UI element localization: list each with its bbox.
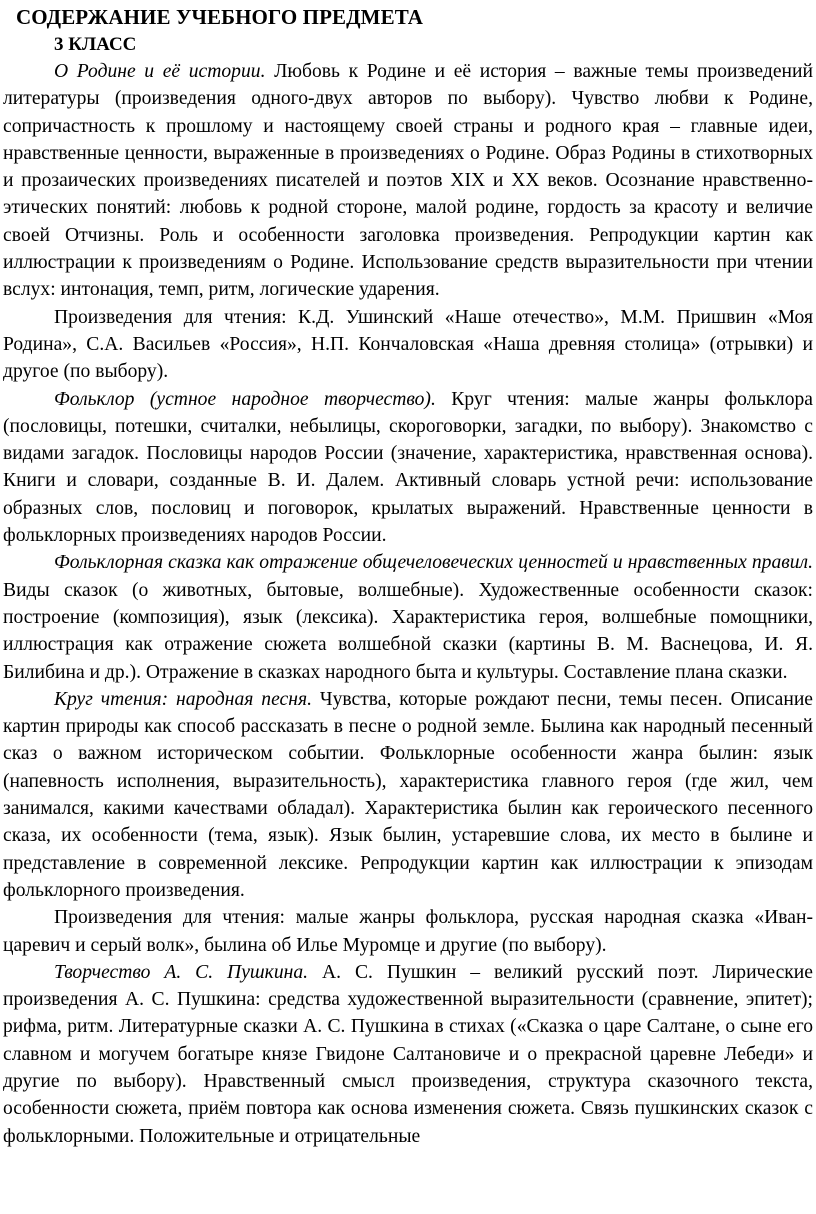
paragraph-lead: О Родине и её истории.	[54, 61, 266, 82]
paragraph-text: Произведения для чтения: К.Д. Ушинский «Наше отечество», М.М. Пришвин «Моя Родина», С.А. Васильев «Россия», Н.П. Кончаловская «Наша древняя столица» (отрывки) и другое (по выбору).	[3, 306, 813, 383]
paragraph-lead: Круг чтения: народная песня.	[54, 688, 312, 710]
paragraph-text: Произведения для чтения: малые жанры фольклора, русская народная сказка «Иван-царевич и серый волк», былина об Илье Муромце и другие (по выбору).	[3, 907, 813, 956]
paragraph-text: Круг чтения: малые жанры фольклора (пословицы, потешки, считалки, небылицы, скороговорки, загадки, по выбору). Знакомство с видами загадок. Пословицы народов России (значение, характеристика, нравственная основа). Книги и словари, созданные В. И. Далем. Активный словарь устной речи: использование образных слов, пословиц и поговорок, крылатых выражений. Нравственные ценности в фольклорных произведениях народов России.	[3, 388, 813, 547]
paragraph-folk-tale	[3, 549, 813, 685]
paragraph-homeland	[3, 58, 813, 304]
document-page	[3, 4, 813, 1150]
paragraph-folk-song	[3, 686, 813, 904]
paragraph-homeland-readings	[3, 304, 813, 386]
paragraph-text: Любовь к Родине и её история – важные темы произведений литературы (произведения одного-двух авторов по выбору). Чувство любви к Родине, сопричастность к прошлому и настоящему своей страны и родного края – главные идеи, нравственные ценности, выраженные в произведениях о Родине. Образ Родины в стихотворных и прозаических произведениях писателей и поэтов XIX и XX веков. Осознание нравственно-этических понятий: любовь к родной стороне, малой родине, гордость за красоту и величие своей Отчизны. Роль и особенности заголовка произведения. Репродукции картин как иллюстрации к произведениям о Родине. Использование средств выразительности при чтении вслух: интонация, темп, ритм, логические ударения.	[3, 61, 813, 301]
paragraph-text: А. С. Пушкин – великий русский поэт. Лирические произведения А. С. Пушкина: средства художественной выразительности (сравнение, эпитет); рифма, ритм. Литературные сказки А. С. Пушкина в стихах («Сказка о царе Салтане, о сыне его славном и могучем богатыре князе Гвидоне Салтановиче и о прекрасной царевне Лебеди» и другие по выбору). Нравственный смысл произведения, структура сказочного текста, особенности сюжета, приём повтора как основа изменения сюжета. Связь пушкинских сказок с фольклорными. Положительные и отрицательные	[3, 961, 813, 1147]
paragraph-lead: Фольклорная сказка как отражение общечеловеческих ценностей и нравственных правил.	[54, 552, 813, 574]
paragraph-pushkin	[3, 959, 813, 1150]
paragraph-text: Чувства, которые рождают песни, темы песен. Описание картин природы как способ рассказать в песне о родной земле. Былина как народный песенный сказ о важном историческом событии. Фольклорные особенности жанра былин: язык (напевность исполнения, выразительность), характеристика главного героя (где жил, чем занимался, какими качествами обладал). Характеристика былин как героического песенного сказа, их особенности (тема, язык). Язык былин, устаревшие слова, их место в былине и представление в современной лексике. Репродукции картин как иллюстрации к эпизодам фольклорного произведения.	[3, 688, 814, 901]
document-title: СОДЕРЖАНИЕ УЧЕБНОГО ПРЕДМЕТА	[16, 5, 424, 29]
paragraph-text: Виды сказок (о животных, бытовые, волшебные). Художественные особенности сказок: построение (композиция), язык (лексика). Характеристика героя, волшебные помощники, иллюстрация как отражение сюжета волшебной сказки (картины В. М. Васнецова, И. Я. Билибина и др.). Отражение в сказках народного быта и культуры. Составление плана сказки.	[3, 579, 813, 683]
paragraph-lead: Творчество А. С. Пушкина.	[54, 961, 309, 983]
paragraph-folklore	[3, 386, 813, 550]
grade-heading: 3 КЛАСС	[54, 34, 137, 55]
paragraph-lead: Фольклор (устное народное творчество).	[54, 388, 436, 410]
paragraph-folklore-readings	[3, 904, 813, 959]
